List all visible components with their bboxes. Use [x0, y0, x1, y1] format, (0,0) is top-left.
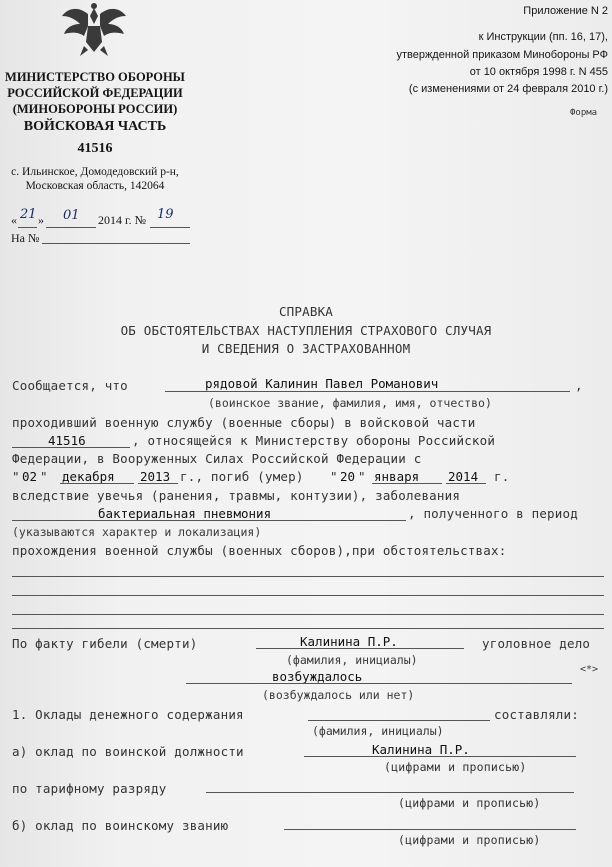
case-status-value: возбуждалось	[272, 669, 363, 684]
case-footnote-mark: <*>	[580, 664, 599, 675]
circumstances-line-3	[12, 614, 604, 615]
doc-subtitle-2: И СВЕДЕНИЯ О ЗАСТРАХОВАННОМ	[201, 341, 411, 356]
salary-b-label: б) оклад по воинскому званию	[12, 818, 229, 833]
date-quote-open: «	[11, 213, 17, 227]
death-name-line	[256, 648, 464, 649]
unit-line	[12, 447, 130, 448]
death-name-value: Калинина П.Р.	[300, 634, 398, 649]
na-line	[42, 243, 190, 244]
salary-a-line	[304, 756, 576, 757]
q-close-2: "	[358, 469, 366, 484]
case-status-line	[186, 683, 572, 684]
start-month-line	[60, 483, 134, 484]
person-line	[165, 391, 570, 392]
start-month: декабря	[62, 469, 115, 484]
circumstances-line-4	[12, 628, 604, 629]
address-line2: Московская область, 142064	[25, 180, 165, 192]
doc-number: 19	[157, 207, 174, 222]
q-close-1: "	[40, 469, 48, 484]
unit-number: 41516	[77, 141, 113, 156]
passing-service-text: проходивший военную службу (военные сборы) в войсковой части	[12, 415, 476, 430]
appendix-line3: утвержденной приказом Минобороны РФ	[396, 49, 608, 61]
disease-value: бактериальная пневмония	[98, 506, 272, 521]
double-headed-eagle-emblem	[58, 2, 130, 58]
circumstances-line-2	[12, 595, 604, 596]
circumstances-text: прохождения военной службы (военных сборов),при обстоятельствах:	[12, 543, 507, 558]
death-month: января	[374, 469, 420, 484]
disease-hint: (указываются характер и локализация)	[12, 525, 262, 539]
salary-heading: 1. Оклады денежного содержания	[12, 707, 244, 722]
doc-title: СПРАВКА	[278, 304, 334, 319]
appendix-line5: (с изменениями от 24 февраля 2010 г.)	[408, 83, 608, 95]
case-hint: (возбуждалось или нет)	[262, 688, 415, 702]
death-year: 2014	[448, 469, 479, 484]
due-to-text: вследствие увечья (ранения, травмы, контузии), заболевания	[12, 488, 461, 503]
person-hint: (воинское звание, фамилия, имя, отчество)	[208, 396, 492, 410]
start-year: 2013	[140, 469, 171, 484]
salary-amounted: составляли:	[494, 707, 579, 722]
date-year-text: 2014 г. №	[98, 213, 147, 227]
salary-name-line	[308, 720, 490, 721]
date-quote-close: »	[38, 213, 44, 227]
ministry-line2: РОССИЙСКОЙ ФЕДЕРАЦИИ	[7, 86, 183, 100]
criminal-case-text: уголовное дело	[482, 636, 591, 651]
death-year-line	[446, 483, 486, 484]
doc-subtitle-1: ОБ ОБСТОЯТЕЛЬСТВАХ НАСТУПЛЕНИЯ СТРАХОВОГО СЛУЧАЯ	[120, 323, 492, 338]
salary-tariff-line	[206, 792, 574, 793]
salary-tariff-label: по тарифному разряду	[12, 781, 167, 796]
salary-a-hint: (цифрами и прописью)	[384, 760, 527, 774]
salary-a-name: Калинина П.Р.	[372, 742, 470, 757]
appendix-line4: от 10 октября 1998 г. N 455	[469, 66, 608, 78]
appendix-line1: Приложение N 2	[523, 5, 608, 17]
start-year-line	[138, 483, 178, 484]
ministry-line1: МИНИСТЕРСТВО ОБОРОНЫ	[5, 70, 185, 84]
na-label: На №	[11, 231, 40, 245]
salary-name-hint: (фамилия, инициалы)	[312, 724, 444, 738]
date-day: 21	[20, 207, 37, 222]
q-open-1: "	[12, 469, 20, 484]
salary-b-hint: (цифрами и прописью)	[398, 833, 541, 847]
salary-b-line	[284, 829, 576, 830]
person-value: рядовой Калинин Павел Романович	[205, 376, 439, 391]
received-text: , полученного в период	[408, 506, 578, 521]
soobshaetsya-label: Сообщается, что	[12, 378, 128, 393]
unit-title: ВОЙСКОВАЯ ЧАСТЬ	[23, 119, 167, 134]
death-month-line	[372, 483, 442, 484]
death-day: 20	[340, 469, 356, 484]
start-day: 02	[22, 469, 38, 484]
unit-after-text: , относящейся к Министерству обороны Российской	[132, 433, 496, 448]
unit-value: 41516	[48, 433, 86, 448]
pogib-text: г., погиб (умер)	[180, 469, 304, 484]
form-label: Форма	[570, 108, 598, 118]
appendix-line2: к Инструкции (пп. 16, 17),	[478, 31, 608, 43]
q-open-2: "	[330, 469, 338, 484]
salary-a-label: а) оклад по воинской должности	[12, 744, 244, 759]
date-month-line	[46, 227, 96, 228]
salary-tariff-hint: (цифрами и прописью)	[398, 796, 541, 810]
ministry-line3: (МИНОБОРОНЫ РОССИИ)	[12, 102, 178, 116]
federation-text: Федерации, в Вооруженных Силах Российской Федерации с	[12, 451, 422, 466]
date-month: 01	[63, 208, 80, 223]
date-day-line	[18, 227, 37, 228]
person-comma: ,	[575, 378, 583, 393]
g-end: г.	[494, 469, 510, 484]
disease-line	[12, 520, 406, 521]
death-fact-text: По факту гибели (смерти)	[12, 636, 198, 651]
address-line1: с. Ильинское, Домодедовский р-н,	[11, 166, 179, 178]
circumstances-line-1	[12, 576, 604, 577]
death-name-hint: (фамилия, инициалы)	[286, 653, 418, 667]
doc-number-line	[150, 227, 190, 228]
